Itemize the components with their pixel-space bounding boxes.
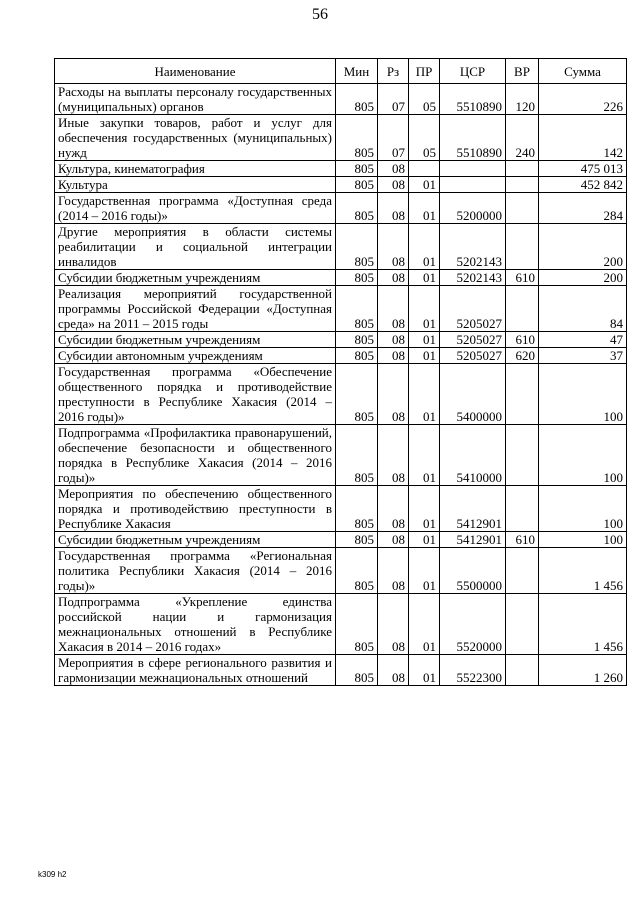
cell-min: 805 [336, 425, 378, 486]
cell-min: 805 [336, 177, 378, 193]
cell-pr: 01 [409, 332, 440, 348]
cell-min: 805 [336, 348, 378, 364]
cell-csr: 5202143 [440, 224, 506, 270]
cell-sum: 142 [539, 115, 627, 161]
cell-csr [440, 177, 506, 193]
table-row [55, 486, 627, 532]
cell-pr: 01 [409, 193, 440, 224]
cell-pr: 01 [409, 348, 440, 364]
cell-vr: 240 [506, 115, 539, 161]
cell-sum: 100 [539, 364, 627, 425]
cell-pr: 01 [409, 548, 440, 594]
cell-csr: 5205027 [440, 332, 506, 348]
cell-min: 805 [336, 193, 378, 224]
header-rz: Рз [378, 59, 409, 84]
cell-csr: 5412901 [440, 532, 506, 548]
cell-csr [440, 161, 506, 177]
header-pr: ПР [409, 59, 440, 84]
cell-vr [506, 548, 539, 594]
cell-pr [409, 161, 440, 177]
cell-rz: 08 [378, 161, 409, 177]
table-row [55, 532, 627, 548]
cell-csr: 5500000 [440, 548, 506, 594]
cell-name: Подпрограмма «Укрепление единства российской нации и гармонизация межнациональных отношений в Республике Хакасия в 2014 – 2016 годах» [55, 594, 336, 655]
cell-csr: 5510890 [440, 84, 506, 115]
footer-code: k309 h2 [38, 870, 67, 879]
cell-rz: 08 [378, 364, 409, 425]
cell-vr [506, 286, 539, 332]
cell-rz: 08 [378, 655, 409, 686]
cell-rz: 08 [378, 594, 409, 655]
cell-csr: 5400000 [440, 364, 506, 425]
cell-sum: 37 [539, 348, 627, 364]
cell-pr: 01 [409, 532, 440, 548]
cell-sum: 1 456 [539, 594, 627, 655]
cell-pr: 01 [409, 177, 440, 193]
cell-pr: 01 [409, 655, 440, 686]
cell-sum: 475 013 [539, 161, 627, 177]
table-row [55, 270, 627, 286]
cell-min: 805 [336, 486, 378, 532]
cell-pr: 01 [409, 364, 440, 425]
cell-sum: 200 [539, 270, 627, 286]
cell-csr: 5200000 [440, 193, 506, 224]
cell-csr: 5410000 [440, 425, 506, 486]
table-row [55, 655, 627, 686]
cell-name: Государственная программа «Доступная среда (2014 – 2016 годы)» [55, 193, 336, 224]
cell-min: 805 [336, 364, 378, 425]
header-vr: ВР [506, 59, 539, 84]
cell-vr [506, 364, 539, 425]
cell-min: 805 [336, 224, 378, 270]
cell-rz: 08 [378, 270, 409, 286]
cell-vr [506, 161, 539, 177]
cell-name: Культура [55, 177, 336, 193]
header-name: Наименование [55, 59, 336, 84]
cell-name: Культура, кинематография [55, 161, 336, 177]
budget-table [54, 58, 627, 686]
cell-min: 805 [336, 594, 378, 655]
cell-sum: 100 [539, 486, 627, 532]
cell-min: 805 [336, 532, 378, 548]
table-row [55, 332, 627, 348]
cell-name: Подпрограмма «Профилактика правонарушений, обеспечение безопасности и общественного порядка в Республике Хакасия (2014 – 2016 годы)» [55, 425, 336, 486]
cell-pr: 01 [409, 594, 440, 655]
cell-rz: 08 [378, 332, 409, 348]
cell-min: 805 [336, 286, 378, 332]
cell-csr: 5520000 [440, 594, 506, 655]
cell-min: 805 [336, 270, 378, 286]
table-row [55, 193, 627, 224]
table-row [55, 84, 627, 115]
cell-pr: 01 [409, 270, 440, 286]
cell-vr: 120 [506, 84, 539, 115]
cell-vr [506, 193, 539, 224]
cell-sum: 200 [539, 224, 627, 270]
cell-name: Субсидии бюджетным учреждениям [55, 332, 336, 348]
table-row [55, 286, 627, 332]
page-number: 56 [312, 6, 328, 23]
cell-sum: 100 [539, 532, 627, 548]
table-row [55, 348, 627, 364]
cell-min: 805 [336, 84, 378, 115]
cell-pr: 01 [409, 425, 440, 486]
cell-sum: 84 [539, 286, 627, 332]
cell-sum: 452 842 [539, 177, 627, 193]
header-csr: ЦСР [440, 59, 506, 84]
cell-rz: 08 [378, 348, 409, 364]
table-row [55, 115, 627, 161]
cell-name: Другие мероприятия в области системы реабилитации и социальной интеграции инвалидов [55, 224, 336, 270]
cell-name: Мероприятия по обеспечению общественного порядка и противодействию преступности в Республике Хакасия [55, 486, 336, 532]
cell-name: Государственная программа «Обеспечение общественного порядка и противодействие преступности в Республике Хакасия (2014 – 2016 годы)» [55, 364, 336, 425]
header-sum: Сумма [539, 59, 627, 84]
cell-rz: 08 [378, 486, 409, 532]
cell-vr: 610 [506, 270, 539, 286]
cell-rz: 08 [378, 193, 409, 224]
cell-sum: 284 [539, 193, 627, 224]
cell-pr: 05 [409, 115, 440, 161]
cell-rz: 08 [378, 286, 409, 332]
cell-rz: 08 [378, 224, 409, 270]
cell-sum: 100 [539, 425, 627, 486]
cell-name: Иные закупки товаров, работ и услуг для обеспечения государственных (муниципальных) нужд [55, 115, 336, 161]
cell-vr [506, 224, 539, 270]
cell-vr: 620 [506, 348, 539, 364]
table-row [55, 224, 627, 270]
cell-vr [506, 655, 539, 686]
header-min: Мин [336, 59, 378, 84]
cell-min: 805 [336, 161, 378, 177]
cell-name: Субсидии бюджетным учреждениям [55, 532, 336, 548]
cell-vr [506, 425, 539, 486]
cell-sum: 47 [539, 332, 627, 348]
cell-vr [506, 486, 539, 532]
cell-rz: 08 [378, 548, 409, 594]
cell-pr: 05 [409, 84, 440, 115]
cell-min: 805 [336, 655, 378, 686]
table-row [55, 594, 627, 655]
cell-vr: 610 [506, 532, 539, 548]
cell-csr: 5522300 [440, 655, 506, 686]
cell-rz: 07 [378, 84, 409, 115]
cell-csr: 5205027 [440, 348, 506, 364]
cell-csr: 5510890 [440, 115, 506, 161]
cell-min: 805 [336, 332, 378, 348]
table-row [55, 548, 627, 594]
cell-rz: 08 [378, 177, 409, 193]
cell-name: Субсидии автономным учреждениям [55, 348, 336, 364]
cell-pr: 01 [409, 286, 440, 332]
cell-name: Государственная программа «Региональная политика Республики Хакасия (2014 – 2016 годы)» [55, 548, 336, 594]
cell-name: Мероприятия в сфере регионального развития и гармонизации межнациональных отношений [55, 655, 336, 686]
cell-vr: 610 [506, 332, 539, 348]
cell-csr: 5412901 [440, 486, 506, 532]
cell-name: Реализация мероприятий государственной программы Российской Федерации «Доступная среда» на 2011 – 2015 годы [55, 286, 336, 332]
cell-min: 805 [336, 548, 378, 594]
cell-vr [506, 177, 539, 193]
cell-pr: 01 [409, 486, 440, 532]
header-row [55, 59, 627, 84]
table-row [55, 425, 627, 486]
cell-csr: 5205027 [440, 286, 506, 332]
cell-sum: 226 [539, 84, 627, 115]
cell-sum: 1 456 [539, 548, 627, 594]
cell-vr [506, 594, 539, 655]
cell-csr: 5202143 [440, 270, 506, 286]
cell-rz: 08 [378, 425, 409, 486]
table-row [55, 177, 627, 193]
cell-name: Субсидии бюджетным учреждениям [55, 270, 336, 286]
table-row [55, 364, 627, 425]
table-row [55, 161, 627, 177]
cell-name: Расходы на выплаты персоналу государственных (муниципальных) органов [55, 84, 336, 115]
cell-min: 805 [336, 115, 378, 161]
cell-rz: 07 [378, 115, 409, 161]
cell-rz: 08 [378, 532, 409, 548]
cell-sum: 1 260 [539, 655, 627, 686]
cell-pr: 01 [409, 224, 440, 270]
